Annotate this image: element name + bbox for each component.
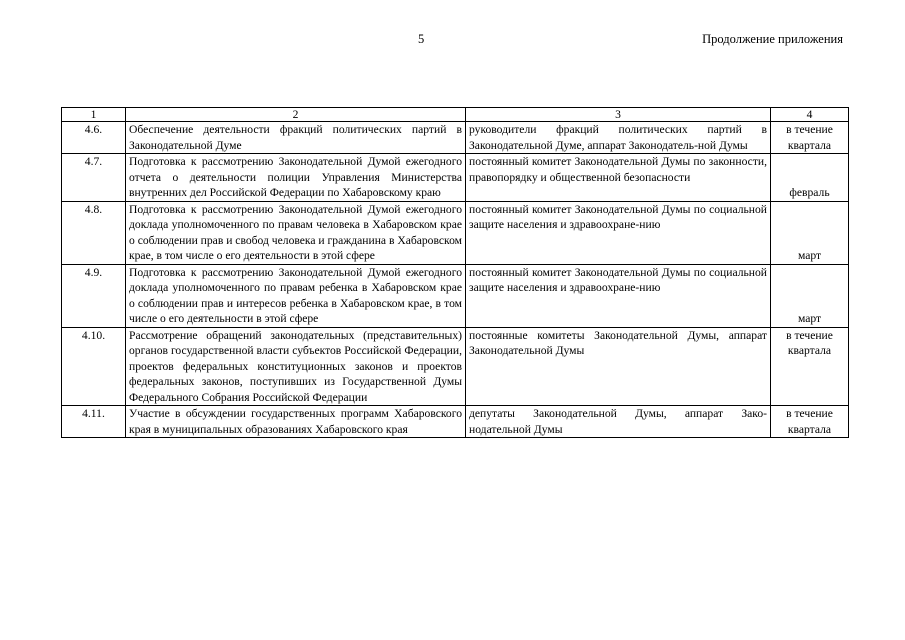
item-task: Подготовка к рассмотрению Законодательной Думой ежегодного отчета о деятельности полиции Управления Министерства внутренних дел Российской Федерации по Хабаровскому краю [126, 154, 466, 202]
item-deadline: в течение квартала [771, 122, 849, 154]
table-row [62, 327, 849, 406]
item-task: Рассмотрение обращений законодательных (представительных) органов государственной власти субъектов Российской Федерации, проектов федеральных конституционных законов и проектов федеральных законов, поступивших из Государственной Думы Федерального Собрания Российской Федерации [126, 327, 466, 406]
column-number-row [62, 108, 849, 122]
item-responsible: постоянный комитет Законодательной Думы по законности, правопорядку и общественной безопасности [466, 154, 771, 202]
item-task: Подготовка к рассмотрению Законодательной Думой ежегодного доклада уполномоченного по правам человека в Хабаровском крае о соблюдении прав и свобод человека и гражданина в Хабаровском крае, в том числе о его деятельности в этой сфере [126, 201, 466, 264]
item-deadline: март [771, 201, 849, 264]
item-responsible: постоянные комитеты Законодательной Думы, аппарат Законодательной Думы [466, 327, 771, 406]
plan-table [61, 107, 849, 438]
item-number: 4.7. [62, 154, 126, 202]
column-header: 3 [466, 108, 771, 122]
continuation-note: Продолжение приложения [702, 32, 843, 46]
item-responsible: руководители фракций политических партий в Законодательной Думе, аппарат Законодатель-ной Думы [466, 122, 771, 154]
column-header: 2 [126, 108, 466, 122]
item-number: 4.10. [62, 327, 126, 406]
table-row [62, 264, 849, 327]
item-deadline: февраль [771, 154, 849, 202]
item-number: 4.11. [62, 406, 126, 438]
item-responsible: постоянный комитет Законодательной Думы по социальной защите населения и здравоохране-нию [466, 264, 771, 327]
item-deadline: в течение квартала [771, 327, 849, 406]
item-responsible: постоянный комитет Законодательной Думы по социальной защите населения и здравоохране-нию [466, 201, 771, 264]
item-deadline: в течение квартала [771, 406, 849, 438]
table-row [62, 406, 849, 438]
table-row [62, 201, 849, 264]
column-header: 1 [62, 108, 126, 122]
item-deadline: март [771, 264, 849, 327]
table-row [62, 122, 849, 154]
item-number: 4.6. [62, 122, 126, 154]
page-number: 5 [418, 32, 425, 46]
item-number: 4.9. [62, 264, 126, 327]
column-header: 4 [771, 108, 849, 122]
item-task: Подготовка к рассмотрению Законодательной Думой ежегодного доклада уполномоченного по правам ребенка в Хабаровском крае о соблюдении прав и интересов ребенка в Хабаровском крае, в том числе о его деятельности в этой сфере [126, 264, 466, 327]
item-number: 4.8. [62, 201, 126, 264]
item-task: Участие в обсуждении государственных программ Хабаровского края в муниципальных образованиях Хабаровского края [126, 406, 466, 438]
item-task: Обеспечение деятельности фракций политических партий в Законодательной Думе [126, 122, 466, 154]
item-responsible: депутаты Законодательной Думы, аппарат Зако-нодательной Думы [466, 406, 771, 438]
table-row [62, 154, 849, 202]
